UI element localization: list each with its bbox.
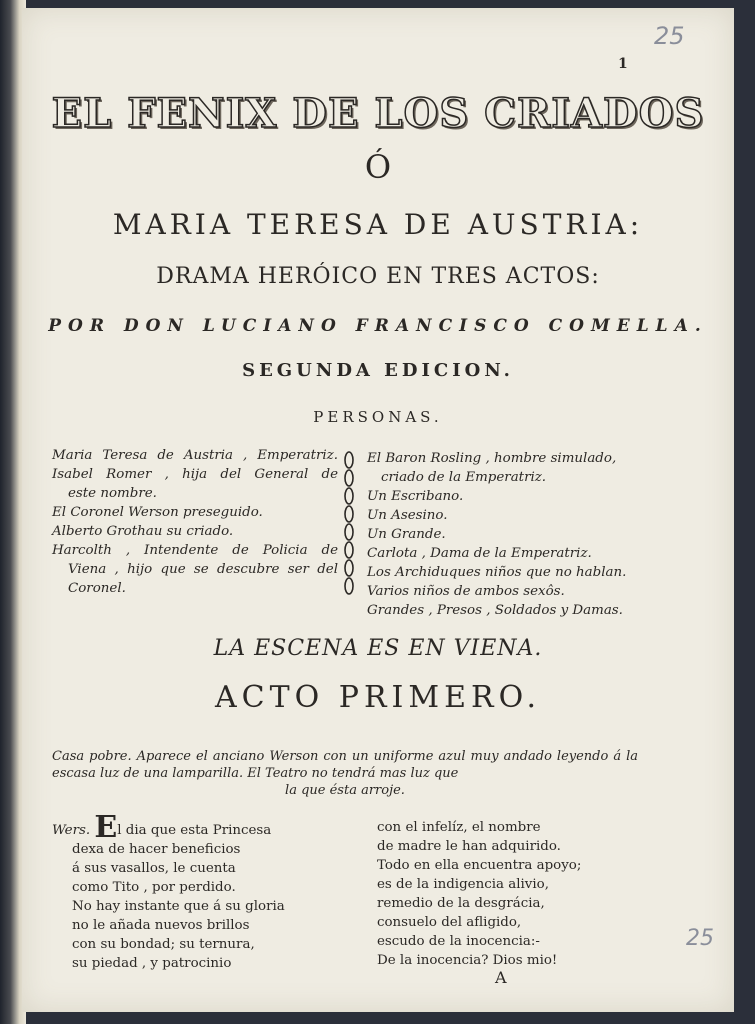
setting-line: LA ESCENA ES EN VIENA. — [213, 636, 543, 661]
cast-entry: Harcolth , Intendente de Policia de — [52, 543, 338, 558]
document-page — [22, 8, 734, 1012]
cast-entry: Coronel. — [68, 581, 126, 596]
cast-entry: Isabel Romer , hija del General de — [52, 467, 338, 482]
cast-list-left — [52, 446, 338, 598]
personas-heading: PERSONAS. — [313, 408, 443, 426]
cast-entry: Grandes , Presos , Soldados y Damas. — [367, 603, 623, 618]
verse-first-line — [52, 810, 352, 845]
catchword: A — [495, 968, 507, 987]
verse-line: á sus vasallos, le cuenta — [72, 861, 236, 876]
verse-line: escudo de la inocencia:- — [377, 934, 540, 949]
cast-entry: Carlota , Dama de la Emperatriz. — [367, 546, 592, 561]
drop-cap: E — [94, 810, 118, 845]
pencil-page-number-top: 25 — [654, 22, 685, 50]
cast-entry: Los Archiduques niños que no hablan. — [367, 565, 627, 580]
act-title: ACTO PRIMERO. — [215, 680, 541, 715]
verse-line: Todo en ella encuentra apoyo; — [377, 858, 582, 873]
verse-line: de madre le han adquirido. — [377, 839, 561, 854]
verse-line: no le añada nuevos brillos — [72, 918, 250, 933]
cast-entry: El Baron Rosling , hombre simulado, — [367, 451, 617, 466]
cast-entry: Alberto Grothau su criado. — [52, 524, 234, 539]
cast-entry: criado de la Emperatriz. — [381, 470, 547, 485]
genre-line: DRAMA HERÓICO EN TRES ACTOS: — [156, 264, 600, 289]
verse-line: l dia que esta Princesa — [117, 823, 272, 838]
cast-entry: Un Escribano. — [367, 489, 464, 504]
verse-line: No hay instante que á su gloria — [72, 899, 285, 914]
author-line: POR DON LUCIANO FRANCISCO COMELLA. — [48, 316, 708, 336]
cast-entry: Varios niños de ambos sexôs. — [367, 584, 565, 599]
chain-ornament — [339, 450, 359, 605]
verse-line: con su bondad; su ternura, — [72, 937, 255, 952]
stage-direction-line: Casa pobre. Aparece el anciano Werson con un uniforme azul muy andado — [52, 749, 552, 764]
edition-line: SEGUNDA EDICION. — [242, 360, 514, 381]
cast-entry: Un Asesino. — [367, 508, 448, 523]
cast-entry: Un Grande. — [367, 527, 446, 542]
play-title: EL FENIX DE LOS CRIADOS — [51, 90, 705, 137]
verse-column-left — [52, 810, 352, 973]
verse-line: su piedad , y patrocinio — [72, 956, 232, 971]
signature-number: 1 — [618, 56, 628, 72]
cast-entry: Maria Teresa de Austria , Emperatriz. — [52, 448, 338, 463]
verse-line: con el infelíz, el nombre — [377, 820, 541, 835]
cast-entry: El Coronel Werson preseguido. — [52, 505, 263, 520]
stage-direction-line: leyendo á la escasa luz de una lamparilla. El Teatro no tendrá mas luz que — [52, 749, 638, 781]
stage-direction — [52, 748, 638, 799]
cast-entry: Viena , hijo que se descubre ser del — [68, 562, 338, 577]
verse-line: consuelo del afligido, — [377, 915, 522, 930]
verse-column-right — [377, 818, 657, 970]
verse-line: como Tito , por perdido. — [72, 880, 236, 895]
cast-entry: este nombre. — [68, 486, 157, 501]
cast-list-right — [367, 449, 647, 620]
stage-direction-line: la que ésta arroje. — [285, 783, 405, 798]
speaker-name: Wers. — [52, 823, 91, 838]
verse-line: remedio de la desgrácia, — [377, 896, 545, 911]
pencil-page-number-bottom: 25 — [686, 926, 714, 951]
verse-line: dexa de hacer beneficios — [72, 842, 241, 857]
title-conjunction: Ó — [364, 148, 392, 186]
play-subtitle: MARIA TERESA DE AUSTRIA: — [112, 208, 644, 241]
verse-line: es de la indigencia alivio, — [377, 877, 549, 892]
verse-line: De la inocencia? Dios mio! — [377, 953, 558, 968]
